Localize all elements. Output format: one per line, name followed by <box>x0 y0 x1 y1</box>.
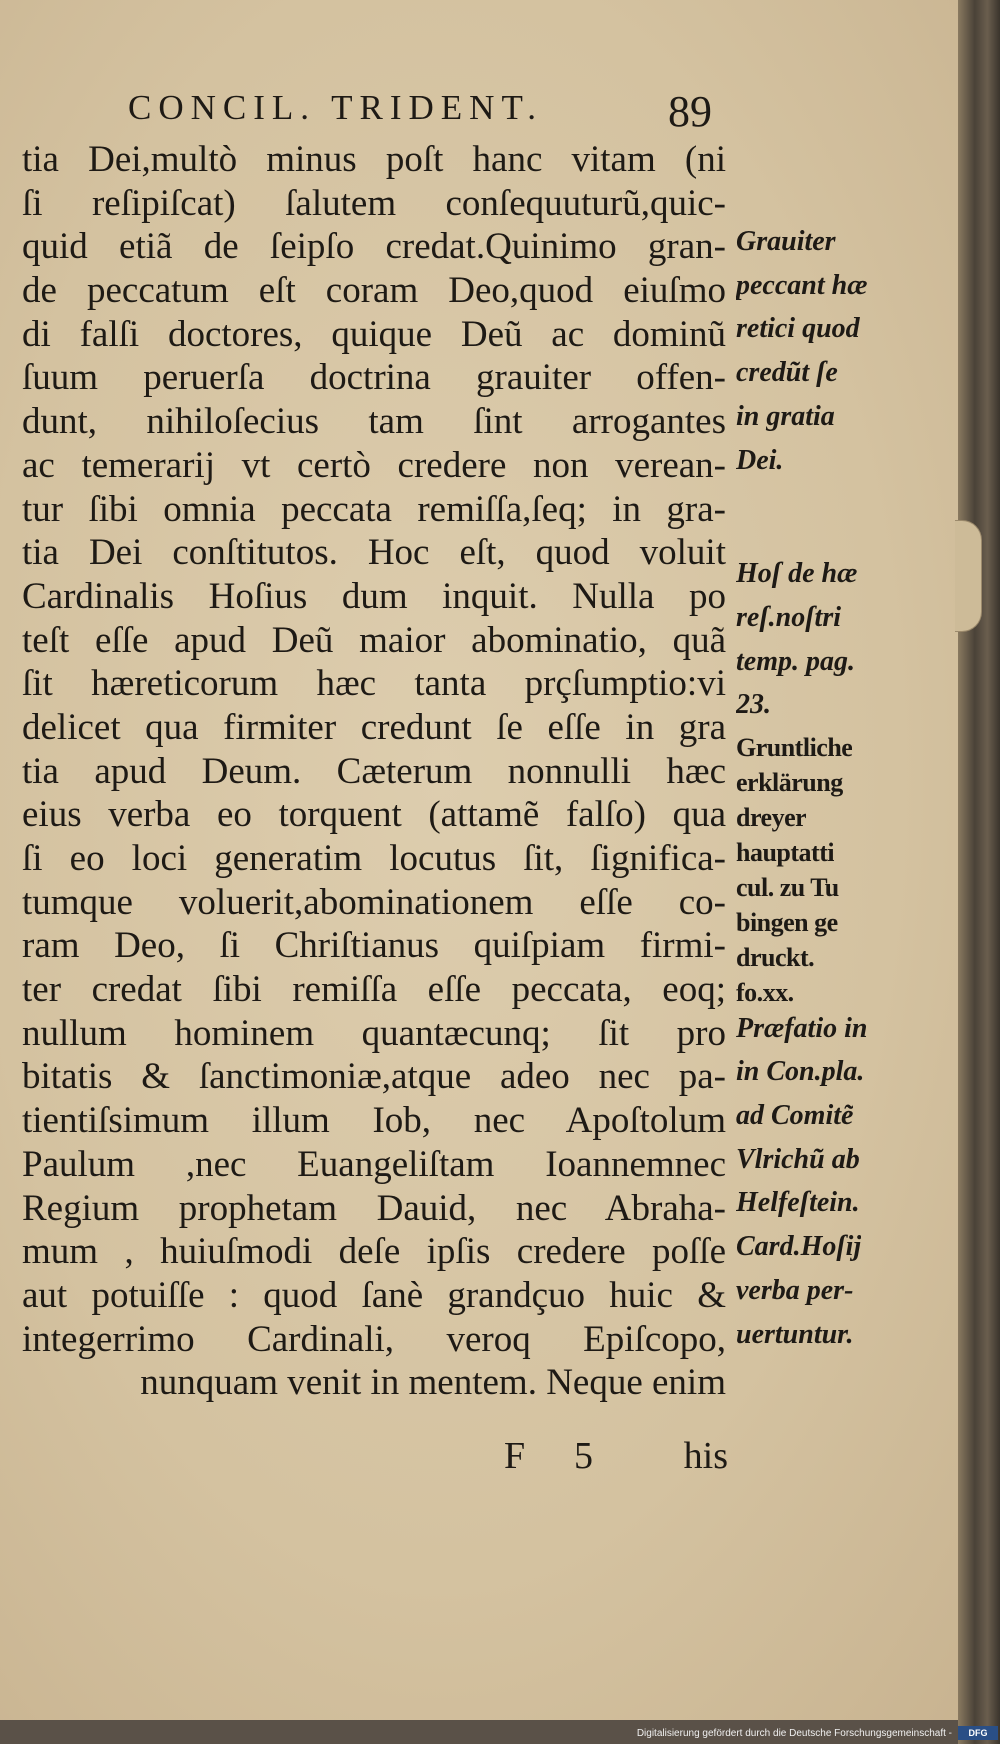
margin-note: erklärung <box>736 768 843 797</box>
text-line: tia Dei conſtitutos. Hoc eſt, quod voluit <box>22 532 726 574</box>
page-footer <box>504 1434 728 1484</box>
margin-note: Vlrichũ ab <box>736 1144 860 1175</box>
text-line: tia Dei,multò minus poſt hanc vitam (ni <box>22 139 726 180</box>
page-tab <box>955 520 982 632</box>
text-line: aut potuiſſe : quod ſanè grandçuo huic & <box>22 1274 726 1316</box>
text-line: mum , huiuſmodi deſe ipſis credere poſſe <box>22 1231 726 1273</box>
margin-note: Hoſ de hæ <box>736 558 858 589</box>
margin-note: uertuntur. <box>736 1319 854 1350</box>
margin-note: cul. zu Tu <box>736 873 839 902</box>
text-line: ſuum peruerſa doctrina grauiter offen- <box>22 357 726 399</box>
text-line: Cardinalis Hoſius dum inquit. Nulla po <box>22 575 726 617</box>
margin-note: ad Comitẽ <box>736 1100 854 1131</box>
margin-note: reſ.noſtri <box>736 602 841 633</box>
margin-note: Card.Hoſij <box>736 1231 862 1262</box>
text-line: eius verba eo torquent (attamẽ falſo) qua <box>22 794 726 836</box>
signature-number: 5 <box>574 1435 593 1477</box>
digitization-credit: Digitalisierung gefördert durch die Deutsche Forschungsgemeinschaft - <box>636 1728 952 1739</box>
text-line: tia apud Deum. Cæterum nonnulli hæc <box>22 750 726 792</box>
text-line: de peccatum eſt coram Deo,quod eiuſmo <box>22 270 726 312</box>
margin-note: Præfatio in <box>736 1013 868 1044</box>
text-line: ſi reſipiſcat) ſalutem conſequuturũ,quic- <box>22 182 726 224</box>
body-text <box>22 138 726 1405</box>
margin-note: bingen ge <box>736 908 838 937</box>
margin-note: credũt ſe <box>736 357 838 388</box>
text-line: bitatis & ſanctimoniæ,atque adeo nec pa- <box>22 1056 726 1098</box>
text-line: dunt, nihiloſecius tam ſint arrogantes <box>22 401 726 443</box>
text-line: ac temerarij vt certò credere non verean- <box>22 444 726 486</box>
text-line: tumque voluerit,abominationem eſſe co- <box>22 881 726 923</box>
margin-note: hauptatti <box>736 838 835 867</box>
margin-note: verba per- <box>736 1275 854 1306</box>
text-line: ter credat ſibi remiſſa eſſe peccata, eoq; <box>22 969 726 1011</box>
margin-note: dreyer <box>736 803 807 832</box>
margin-note: retici quod <box>736 313 860 344</box>
margin-note: in gratia <box>736 401 835 432</box>
margin-note: peccant hæ <box>736 270 868 301</box>
dfg-logo: DFG <box>958 1726 998 1740</box>
margin-note: Grauiter <box>736 226 836 257</box>
margin-note: Gruntliche <box>736 733 853 762</box>
margin-note: Helfeſtein. <box>736 1187 860 1218</box>
text-line: ſi eo loci generatim locutus ſit, ſignifica- <box>22 838 726 879</box>
catchword: his <box>683 1435 728 1477</box>
margin-note: fo.xx. <box>736 978 794 1007</box>
margin-note: temp. pag. <box>736 646 855 677</box>
text-line: nullum hominem quantæcunq; ſit pro <box>22 1012 726 1054</box>
text-line: delicet qua firmiter credunt ſe eſſe in gra <box>22 706 726 748</box>
signature-mark: F <box>504 1435 526 1477</box>
text-line: quid etiã de ſeipſo credat.Quinimo gran- <box>22 226 726 268</box>
margin-note: Dei. <box>736 445 784 476</box>
text-line: Regium prophetam Dauid, nec Abraha- <box>22 1187 726 1229</box>
book-edge <box>958 0 1000 1744</box>
text-line: nunquam venit in mentem. Neque enim <box>140 1362 726 1404</box>
text-line: teſt eſſe apud Deũ maior abominatio, quã <box>22 619 726 661</box>
margin-note: in Con.pla. <box>736 1056 865 1087</box>
text-line: tientiſsimum illum Iob, nec Apoſtolum <box>22 1100 726 1142</box>
margin-note: druckt. <box>736 943 815 972</box>
text-line: Paulum ,nec Euangeliſtam Ioannemnec <box>22 1143 726 1185</box>
text-line: ram Deo, ſi Chriſtianus quiſpiam firmi- <box>22 925 726 967</box>
text-line: di falſi doctores, quique Deũ ac dominũ <box>22 313 726 355</box>
running-head: CONCIL. TRIDENT. <box>128 88 543 127</box>
margin-note: 23. <box>736 689 771 720</box>
text-line: integerrimo Cardinali, veroq Epiſcopo, <box>22 1318 726 1360</box>
page-number: 89 <box>668 87 712 136</box>
text-line: tur ſibi omnia peccata remiſſa,ſeq; in gra- <box>22 488 726 530</box>
text-line: ſit hæreticorum hæc tanta prçſumptio:vi <box>22 663 726 705</box>
